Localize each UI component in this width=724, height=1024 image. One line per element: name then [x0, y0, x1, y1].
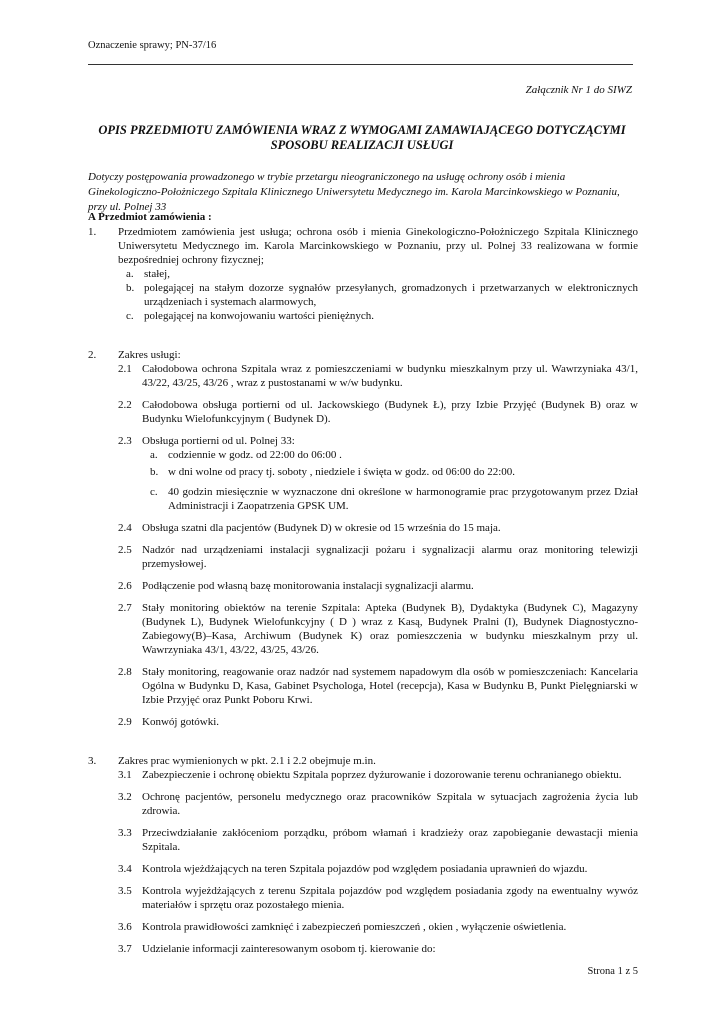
subitem-number: 2.5 [118, 544, 132, 556]
item-text: Przedmiotem zamówienia jest usługa; ochrona osób i mienia Ginekologiczno-Położniczego Szpitala Klinicznego Uniwersytetu Medycznego im. Karola Marcinkowskiego w Poznaniu, przy ul. Polnej 33 realizowana w formie bezpośredniej ochrony fizycznej; [118, 226, 638, 266]
subitem-3-4 [118, 862, 638, 876]
subitem-3-1 [118, 768, 638, 782]
item-2 [88, 348, 638, 729]
document-body [88, 210, 638, 956]
letter-marker: b. [150, 466, 159, 478]
subitem-3-3 [118, 826, 638, 854]
subitem-number: 2.1 [118, 363, 132, 375]
letter-text: polegającej na stałym dozorze sygnałów przesyłanych, gromadzonych i przetwarzanych w elektronicznych urządzeniach i systemach alarmowych, [144, 282, 638, 308]
item-text: Zakres prac wymienionych w pkt. 2.1 i 2.2 obejmuje m.in. [118, 755, 376, 767]
item-number: 1. [88, 226, 97, 238]
subitem-text: Obsługa szatni dla pacjentów (Budynek D) w okresie od 15 września do 15 maja. [142, 522, 501, 534]
letter-text: 40 godzin miesięcznie w wyznaczone dni określone w harmonogramie prac przygotowanym przez Dział Administracji i Zaopatrzenia GPSK UM. [168, 486, 638, 512]
subitem-text: Kontrola wjeżdżających na teren Szpitala pojazdów pod względem posiadania uprawnień do wjazdu. [142, 863, 588, 875]
subitem-2-3-letters [142, 448, 638, 513]
subitem-2-4 [118, 521, 638, 535]
attachment-label: Załącznik Nr 1 do SIWZ [525, 84, 632, 96]
item-1-letters [118, 267, 638, 323]
subitem-number: 3.7 [118, 943, 132, 955]
subitem-text: Ochronę pacjentów, personelu medycznego oraz pracowników Szpitala w sytuacjach zagrożenia życia lub zdrowia. [142, 791, 638, 817]
item-1 [88, 225, 638, 323]
header-divider [88, 64, 633, 65]
letter-text: codziennie w godz. od 22:00 do 06:00 . [168, 449, 342, 461]
subitem-2-9 [118, 715, 638, 729]
list-item [142, 448, 638, 462]
section-a-heading: A Przedmiot zamówienia : [88, 211, 212, 223]
subitem-text: Całodobowa ochrona Szpitala wraz z pomieszczeniami w budynku mieszkalnym przy ul. Wawrzyniaka 43/1, 43/22, 43/25, 43/26 , wraz z pustostanami w w/w budynku. [142, 363, 638, 389]
subitem-text: Podłączenie pod własną bazę monitorowania instalacji sygnalizacji alarmu. [142, 580, 474, 592]
subitem-text: Obsługa portierni od ul. Polnej 33: [142, 435, 295, 447]
letter-marker: a. [150, 449, 158, 461]
letter-marker: b. [126, 282, 135, 294]
subitem-text: Całodobowa obsługa portierni od ul. Jackowskiego (Budynek Ł), przy Izbie Przyjęć (Budynek B) oraz w Budynku Wielofunkcyjnym ( Budynek D). [142, 399, 638, 425]
page-number: Strona 1 z 5 [587, 966, 638, 977]
subitem-text: Kontrola prawidłowości zamknięć i zabezpieczeń pomieszczeń , okien , wyłączenie oświetlenia. [142, 921, 567, 933]
list-item [142, 465, 638, 479]
subitem-text: Konwój gotówki. [142, 716, 219, 728]
item-number: 3. [88, 755, 97, 767]
list-item [118, 309, 638, 323]
letter-text: stałej, [144, 268, 170, 280]
document-title: OPIS PRZEDMIOTU ZAMÓWIENIA WRAZ Z WYMOGAMI ZAMAWIAJĄCEGO DOTYCZĄCYMI SPOSOBU REALIZACJI USŁUGI [98, 123, 626, 152]
subitem-text: Nadzór nad urządzeniami instalacji sygnalizacji pożaru i sygnalizacji alarmu oraz monitoring telewizji przemysłowej. [142, 544, 638, 570]
subitem-2-7 [118, 601, 638, 657]
subitem-text: Stały monitoring obiektów na terenie Szpitala: Apteka (Budynek B), Dydaktyka (Budynek C), Magazyny (Budynek L), Budynek Wielofunkcyjny ( D ) wraz z Kasą, Budynek Pralni (I), Budynek Diagnostyczno-Zabiegowy(B)–Kasa, Archiwum (Budynek K) oraz pomieszczenia w budynku mieszkalnym przy ul. Wawrzyniaka 43/1, 43/22, 43/25, 43/26. [142, 602, 638, 656]
subitem-2-5 [118, 543, 638, 571]
subitem-3-2 [118, 790, 638, 818]
subitem-number: 2.2 [118, 399, 132, 411]
intro-paragraph: Dotyczy postępowania prowadzonego w trybie przetargu nieograniczonego na usługę ochrony osób i mienia Ginekologiczno-Położniczego Szpitala Klinicznego Uniwersytetu Medycznego im. Karola Marcinkowskiego w Poznaniu, przy ul. Polnej 33 [88, 171, 620, 213]
subitem-number: 3.6 [118, 921, 132, 933]
subitem-number: 2.7 [118, 602, 132, 614]
subitem-number: 2.3 [118, 435, 132, 447]
case-reference: Oznaczenie sprawy; PN-37/16 [88, 40, 217, 51]
subitem-2-6 [118, 579, 638, 593]
subitem-number: 3.4 [118, 863, 132, 875]
subitem-3-7 [118, 942, 638, 956]
subitem-2-3 [118, 434, 638, 513]
item-number: 2. [88, 349, 97, 361]
list-item [118, 267, 638, 281]
subitem-number: 3.5 [118, 885, 132, 897]
list-item [118, 281, 638, 309]
item-text: Zakres usługi: [118, 349, 181, 361]
subitem-number: 2.9 [118, 716, 132, 728]
letter-marker: c. [150, 486, 158, 498]
subitem-text: Stały monitoring, reagowanie oraz nadzór nad systemem napadowym dla osób w pomieszczeniach: Kancelaria Ogólna w Budynku D, Kasa, Gabinet Psychologa, Hotel (recepcja), Kasa w Budynku B, Punkt Pielęgniarski w Izbie Przyjęć oraz Punkt Poboru Krwi. [142, 666, 638, 706]
subitem-3-5 [118, 884, 638, 912]
letter-text: polegającej na konwojowaniu wartości pieniężnych. [144, 310, 375, 322]
subitem-text: Zabezpieczenie i ochronę obiektu Szpitala poprzez dyżurowanie i dozorowanie terenu ochranianego obiektu. [142, 769, 622, 781]
subitem-number: 2.4 [118, 522, 132, 534]
subitem-number: 2.6 [118, 580, 132, 592]
subitem-3-6 [118, 920, 638, 934]
letter-marker: a. [126, 268, 134, 280]
list-item [142, 485, 638, 513]
subitem-number: 2.8 [118, 666, 132, 678]
subitem-2-1 [118, 362, 638, 390]
subitem-text: Przeciwdziałanie zakłóceniom porządku, próbom włamań i kradzieży oraz zapobieganie dewastacji mienia Szpitala. [142, 827, 638, 853]
subitem-2-8 [118, 665, 638, 707]
letter-marker: c. [126, 310, 134, 322]
subitem-number: 3.3 [118, 827, 132, 839]
subitem-2-2 [118, 398, 638, 426]
item-3 [88, 754, 638, 956]
subitem-text: Kontrola wyjeżdżających z terenu Szpitala pojazdów pod względem posiadania zgody na ewentualny wywóz materiałów i sprzętu oraz pozostałego mienia. [142, 885, 638, 911]
subitem-text: Udzielanie informacji zainteresowanym osobom tj. kierowanie do: [142, 943, 436, 955]
letter-text: w dni wolne od pracy tj. soboty , niedziele i święta w godz. od 06:00 do 22:00. [168, 466, 516, 478]
subitem-number: 3.2 [118, 791, 132, 803]
subitem-number: 3.1 [118, 769, 132, 781]
